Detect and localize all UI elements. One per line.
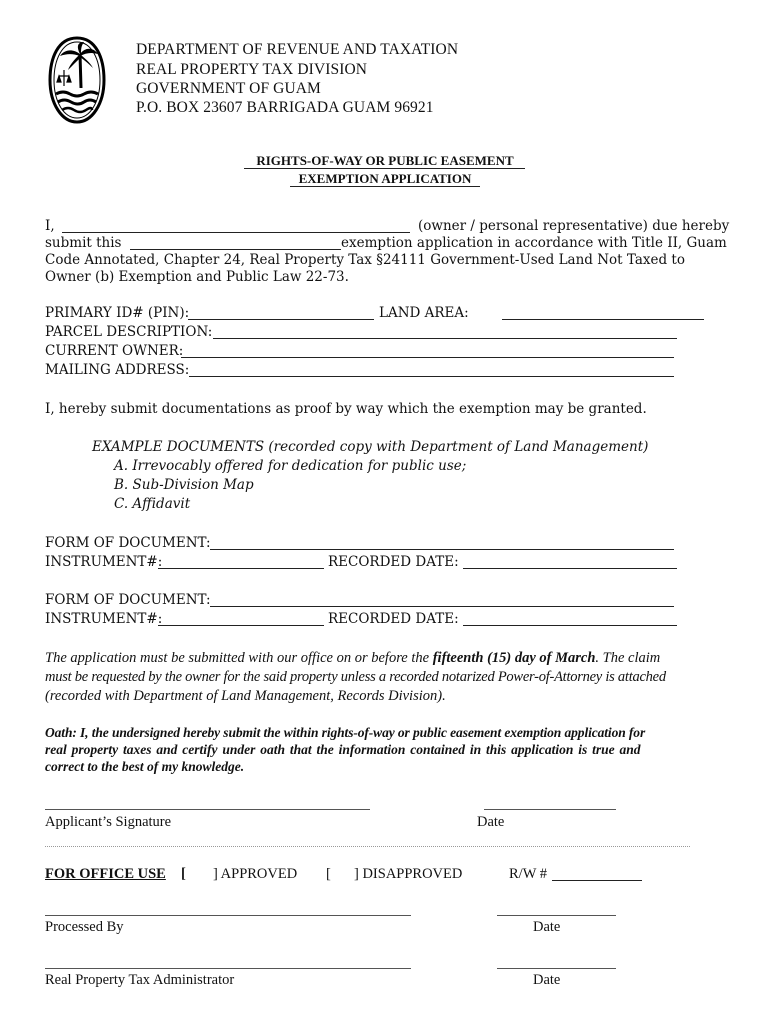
administrator-date-label: Date (533, 972, 561, 988)
header-address: P.O. BOX 23607 BARRIGADA GUAM 96921 (136, 99, 434, 116)
title-underline-2 (290, 186, 480, 187)
recorded-date-label: RECORDED DATE: (328, 611, 459, 627)
notice-deadline: fifteenth (15) day of March (432, 650, 596, 666)
disapproved-checkbox[interactable]: ] DISAPPROVED (354, 866, 463, 882)
land-area-label: LAND AREA: (379, 305, 469, 321)
notice-text: The application must be submitted with our office on or before the (45, 650, 433, 666)
header-division: REAL PROPERTY TAX DIVISION (136, 61, 368, 78)
section-divider (45, 846, 690, 847)
intro-line4: Owner (b) Exemption and Public Law 22-73. (45, 269, 349, 285)
recorded-date-field-2[interactable] (463, 625, 677, 626)
owner-name-field[interactable] (62, 232, 410, 233)
notice-text: . The claim (595, 650, 661, 666)
land-area-field[interactable] (502, 319, 704, 320)
guam-seal-icon (46, 36, 108, 124)
form-of-document-field-1[interactable] (210, 549, 674, 550)
instrument-label: INSTRUMENT#: (45, 554, 163, 570)
recorded-date-field-1[interactable] (463, 568, 677, 569)
primary-id-label: PRIMARY ID# (PIN): (45, 305, 190, 321)
current-owner-field[interactable] (181, 357, 674, 358)
example-item: B. Sub-Division Map (114, 477, 254, 493)
current-owner-label: CURRENT OWNER: (45, 343, 184, 359)
notice-line2: must be requested by the owner for the said property unless a recorded notarized Power-of-Attorney is attached (45, 669, 666, 685)
intro-owner-suffix: (owner / personal representative) due hereby (418, 218, 730, 234)
notice-line1 (45, 650, 660, 667)
header-department: DEPARTMENT OF REVENUE AND TAXATION (136, 41, 459, 58)
intro-submit-suffix: exemption application in accordance with Title II, Guam (341, 235, 727, 251)
instrument-label: INSTRUMENT#: (45, 611, 163, 627)
administrator-label: Real Property Tax Administrator (45, 972, 235, 988)
form-of-document-field-2[interactable] (210, 606, 674, 607)
intro-line3: Code Annotated, Chapter 24, Real Property Tax §24111 Government-Used Land Not Taxed to (45, 252, 685, 268)
form-of-document-label: FORM OF DOCUMENT: (45, 592, 211, 608)
form-title-line1: RIGHTS-OF-WAY OR PUBLIC EASEMENT (256, 153, 514, 168)
example-item: C. Affidavit (114, 496, 191, 512)
processed-date-label: Date (533, 919, 561, 935)
title-underline-1 (244, 168, 525, 169)
mailing-address-label: MAILING ADDRESS: (45, 362, 190, 378)
approved-bracket: [ (181, 866, 186, 882)
parcel-description-field[interactable] (213, 338, 677, 339)
application-type-field[interactable] (130, 249, 341, 250)
administrator-signature-field[interactable] (45, 968, 411, 969)
intro-i: I, (45, 218, 55, 234)
processed-by-field[interactable] (45, 915, 411, 916)
processed-by-label: Processed By (45, 919, 124, 935)
form-title-line2: EXEMPTION APPLICATION (298, 171, 472, 186)
office-use-label: FOR OFFICE USE (45, 866, 166, 882)
disapproved-bracket: [ (326, 866, 331, 882)
examples-heading: EXAMPLE DOCUMENTS (recorded copy with Department of Land Management) (92, 439, 649, 455)
applicant-signature-field[interactable] (45, 809, 370, 810)
applicant-signature-label: Applicant’s Signature (45, 814, 172, 830)
applicant-date-field[interactable] (484, 809, 616, 810)
intro-submit-prefix: submit this (45, 235, 122, 251)
administrator-date-field[interactable] (497, 968, 616, 969)
processed-date-field[interactable] (497, 915, 616, 916)
header-government: GOVERNMENT OF GUAM (136, 80, 321, 97)
instrument-field-2[interactable] (158, 625, 324, 626)
rw-number-field[interactable] (552, 880, 642, 881)
oath-line3: correct to the best of my knowledge. (45, 759, 245, 774)
notice-line3: (recorded with Department of Land Management, Records Division). (45, 688, 446, 704)
documentation-statement: I, hereby submit documentations as proof by way which the exemption may be granted. (45, 401, 647, 417)
recorded-date-label: RECORDED DATE: (328, 554, 459, 570)
form-of-document-label: FORM OF DOCUMENT: (45, 535, 211, 551)
oath-line1: Oath: I, the undersigned hereby submit the within rights-of-way or public easement exemption application for (45, 725, 646, 740)
rw-number-label: R/W # (509, 866, 547, 882)
approved-checkbox[interactable]: ] APPROVED (213, 866, 298, 882)
example-item: A. Irrevocably offered for dedication for public use; (114, 458, 467, 474)
parcel-description-label: PARCEL DESCRIPTION: (45, 324, 213, 340)
oath-line2: real property taxes and certify under oath that the information contained in this application is true and (45, 742, 641, 757)
applicant-date-label: Date (477, 814, 505, 830)
primary-id-field[interactable] (188, 319, 374, 320)
instrument-field-1[interactable] (158, 568, 324, 569)
mailing-address-field[interactable] (189, 376, 674, 377)
